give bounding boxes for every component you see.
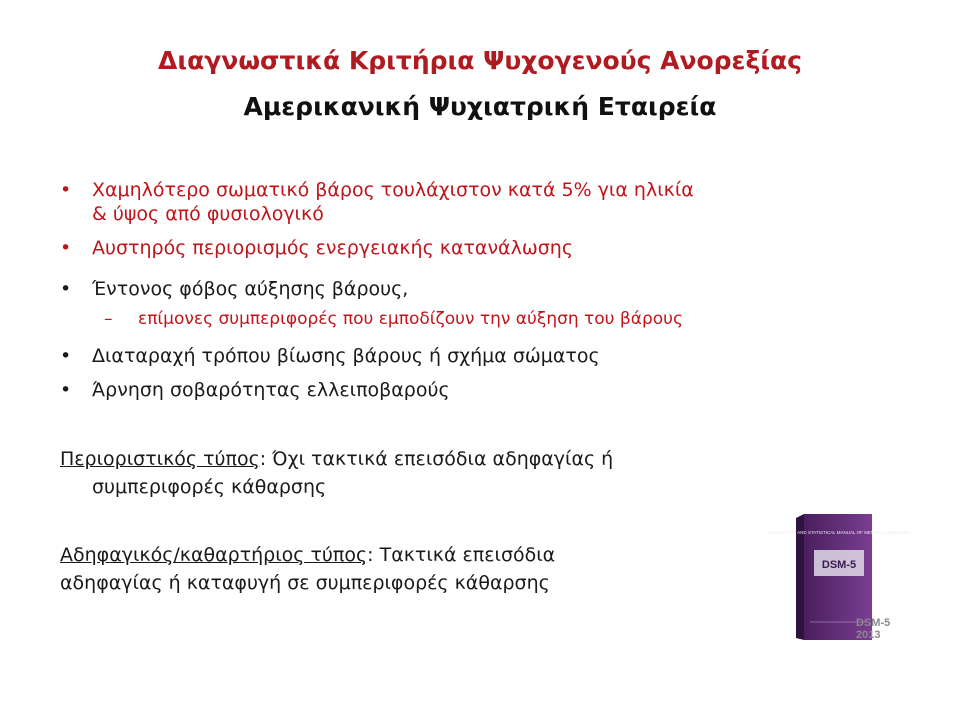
- binge-purge-type-paragraph: [60, 541, 555, 597]
- book-caption-title: DSM-5: [856, 617, 891, 629]
- book-caption: [856, 617, 890, 641]
- bullet-text: Χαμηλότερο σωματικό βάρος τουλάχιστον κατά 5% για ηλικία: [92, 179, 694, 201]
- binge-purge-type-label: Αδηφαγικός/καθαρτήριος τύπος: [60, 544, 368, 566]
- book-caption-year: 2013: [856, 629, 881, 641]
- slide-title: Διαγνωστικά Κριτήρια Ψυχογενούς Ανορεξίας: [158, 46, 802, 75]
- bullet-text: Διαταραχή τρόπου βίωσης βάρους ή σχήμα σώματος: [92, 345, 600, 367]
- binge-purge-type-text-continued: αδηφαγίας ή καταφυγή σε συμπεριφορές κάθαρσης: [60, 572, 550, 594]
- bullet-marker: •: [60, 237, 72, 259]
- restrictive-type-paragraph: [60, 445, 613, 501]
- restrictive-type-text: : Όχι τακτικά επεισόδια αδηφαγίας ή: [259, 448, 614, 470]
- restrictive-type-text-continued: συμπεριφορές κάθαρσης: [92, 476, 327, 498]
- bullet-text: Έντονος φόβος αύξησης βάρους,: [92, 278, 409, 300]
- bullet-marker: •: [60, 278, 72, 300]
- slide-subtitle: Αμερικανική Ψυχιατρική Εταιρεία: [243, 92, 717, 121]
- cover-title-text: DIAGNOSTIC AND STATISTICAL MANUAL OF MENTAL DISORDERS: [768, 530, 910, 535]
- sub-bullet-marker: –: [104, 309, 113, 329]
- bullet-marker: •: [60, 345, 72, 367]
- bullet-text: Αυστηρός περιορισμός ενεργειακής κατανάλωσης: [92, 237, 573, 259]
- bullet-text-continued: & ύψος από φυσιολογικό: [92, 203, 324, 225]
- restrictive-type-label: Περιοριστικός τύπος: [60, 448, 260, 470]
- sub-bullet-text: επίμονες συμπεριφορές που εμποδίζουν την αύξηση του βάρους: [138, 309, 683, 329]
- bullet-marker: •: [60, 379, 72, 401]
- bullet-text: Άρνηση σοβαρότητας ελλειποβαρούς: [92, 379, 450, 401]
- binge-purge-type-text: : Τακτικά επεισόδια: [367, 544, 556, 566]
- cover-edition-text: DSM-5: [821, 559, 857, 571]
- bullet-marker: •: [60, 179, 72, 201]
